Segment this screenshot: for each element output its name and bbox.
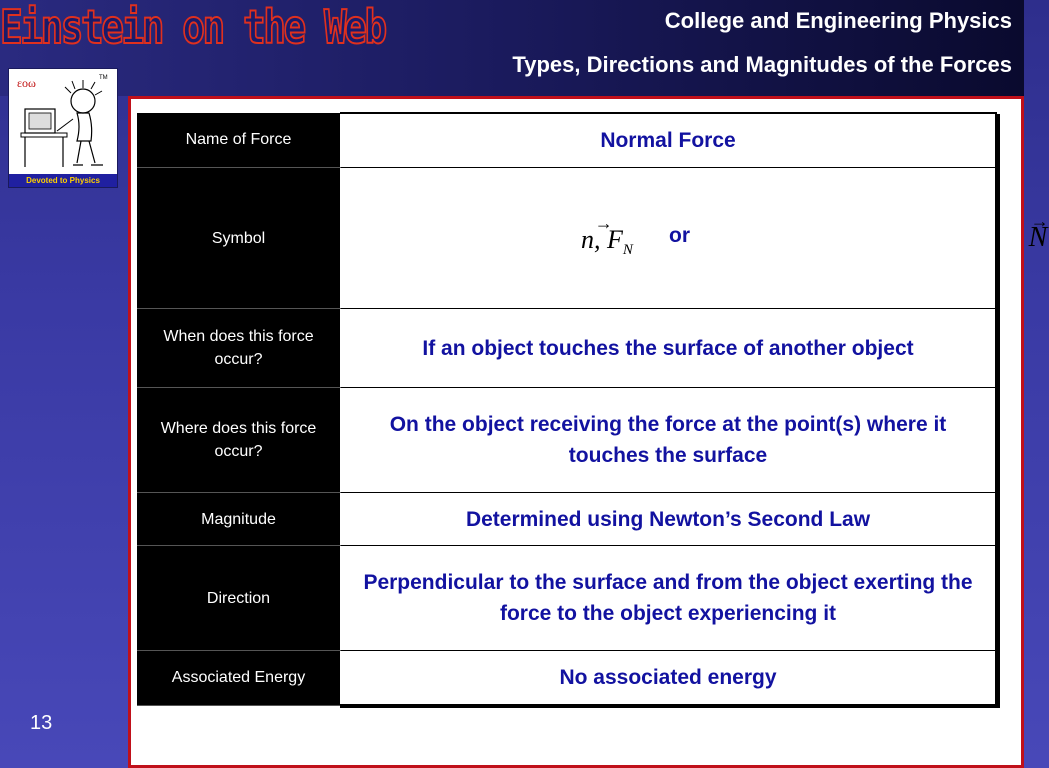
logo-badge <box>8 68 118 188</box>
symbol-math-text: n, F <box>581 225 623 255</box>
row-value: No associated energy <box>341 651 997 705</box>
row-value-symbol <box>341 167 1048 309</box>
symbol-N: → N <box>1029 222 1048 253</box>
course-title: College and Engineering Physics <box>664 8 1012 33</box>
row-value: Determined using Newton’s Second Law <box>341 492 997 545</box>
title-bar <box>0 0 1024 96</box>
symbol-subscript: N <box>622 242 633 259</box>
row-label: When does this force occur? <box>137 309 341 387</box>
table-row-name <box>137 113 996 167</box>
force-properties-table <box>137 112 1048 706</box>
table-row-where <box>137 387 996 492</box>
slide-title: Types, Directions and Magnitudes of the Forces <box>512 52 1012 77</box>
table-row-symbol <box>137 167 996 309</box>
row-label: Magnitude <box>137 492 341 545</box>
row-value: If an object touches the surface of another object <box>341 309 997 387</box>
symbol-or: or <box>669 224 690 248</box>
logo-caption: Devoted to Physics <box>9 174 117 187</box>
row-label: Associated Energy <box>137 651 341 705</box>
row-value: Perpendicular to the surface and from the object exerting the force to the object experiencing it <box>341 546 997 651</box>
einstein-at-computer-icon <box>11 71 115 175</box>
table-row-energy <box>137 651 996 705</box>
row-value: On the object receiving the force at the point(s) where it touches the surface <box>341 387 997 492</box>
row-label: Direction <box>137 546 341 651</box>
row-label: Name of Force <box>137 113 341 167</box>
table-row-magnitude <box>137 492 996 545</box>
slide-number: 13 <box>30 712 53 734</box>
logo-mark: εοω <box>17 76 36 90</box>
symbol-formula <box>351 196 1048 280</box>
row-value: Normal Force <box>341 113 997 167</box>
table-row-direction <box>137 546 996 651</box>
row-label: Symbol <box>137 167 341 309</box>
row-label: Where does this force occur? <box>137 387 341 492</box>
table-row-when <box>137 309 996 387</box>
symbol-n-fn <box>581 224 633 266</box>
brand-logo-text: Einstein on the Web <box>0 0 385 54</box>
trademark-mark: TM <box>99 75 108 81</box>
